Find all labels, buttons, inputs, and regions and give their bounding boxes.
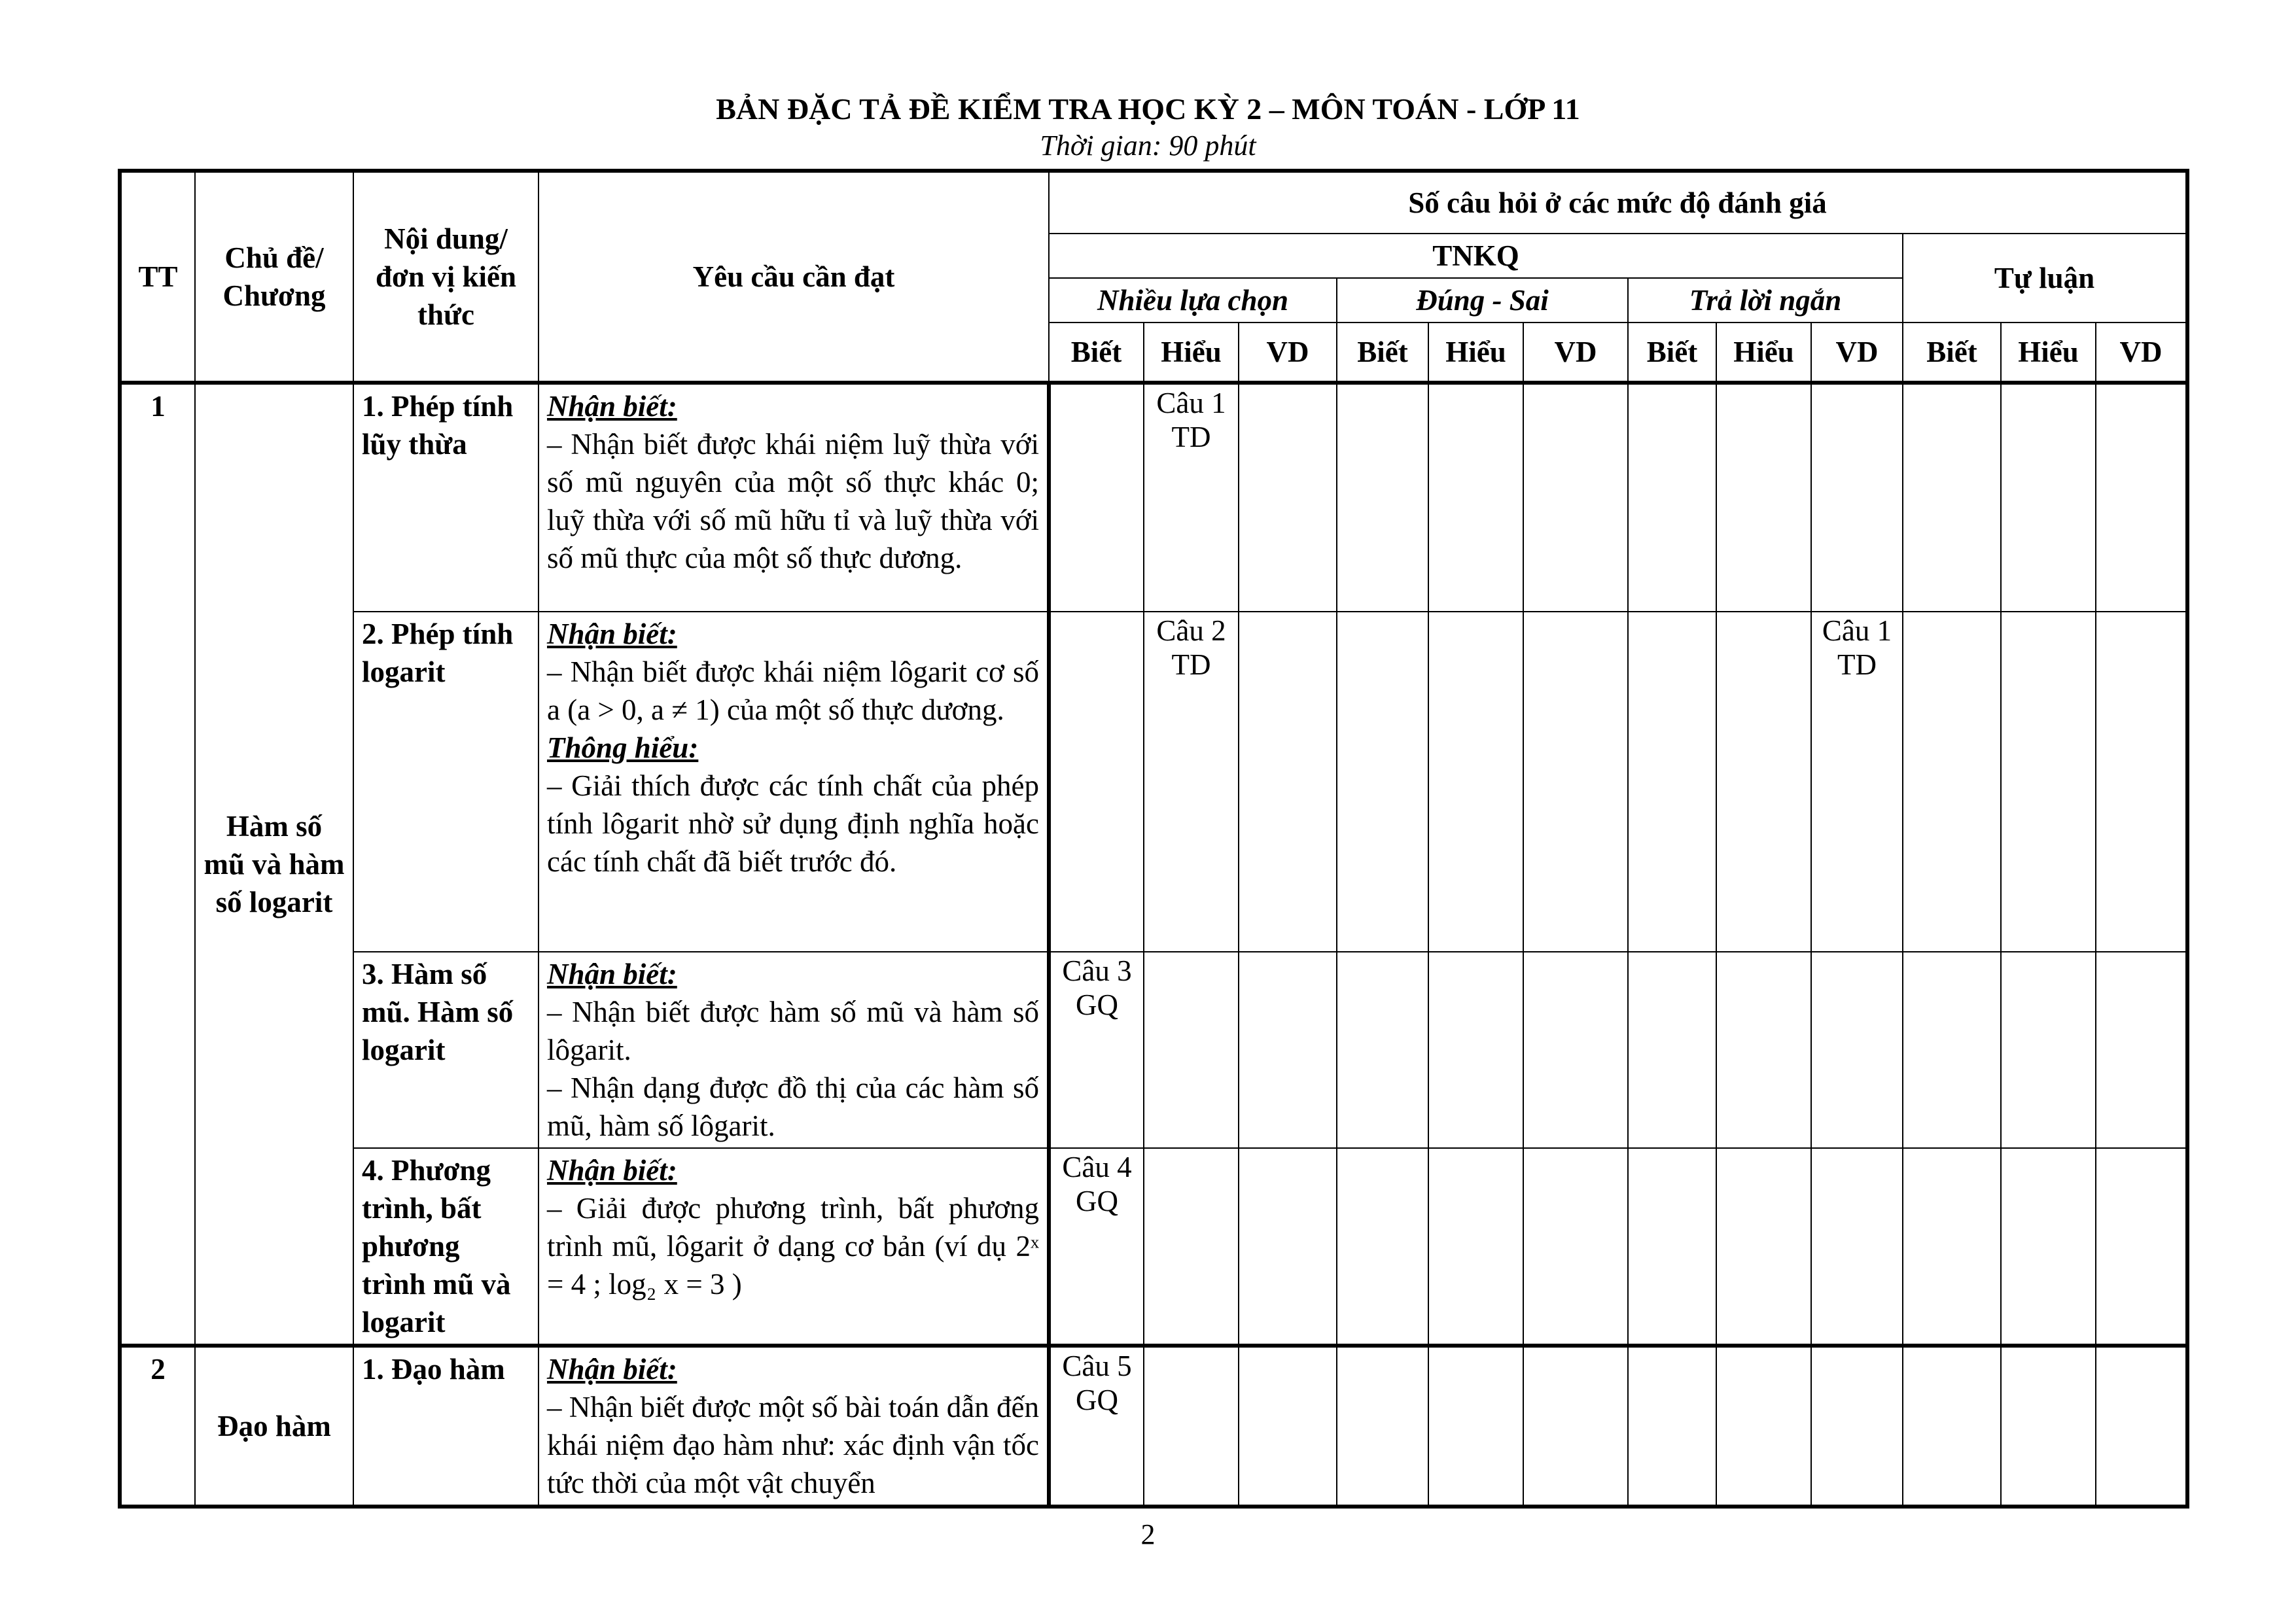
question-cell: [1628, 1346, 1716, 1507]
specification-table: [118, 169, 2189, 1509]
question-cell: [1628, 612, 1716, 952]
question-cell: [1144, 1148, 1239, 1346]
question-cell: [1428, 1346, 1523, 1507]
question-cell: [1144, 952, 1239, 1148]
level-header: Hiểu: [2001, 323, 2096, 383]
question-cell: [1628, 383, 1716, 612]
requirement-item: – Nhận biết được khái niệm lôgarit cơ số a (a > 0, a ≠ 1) của một số thực dương.: [547, 655, 1039, 726]
question-cell: [1716, 1148, 1811, 1346]
requirement-level: Nhận biết:: [547, 390, 677, 423]
question-cell: [1428, 1148, 1523, 1346]
section-number: 2: [120, 1346, 195, 1507]
table-body: [120, 383, 2187, 1507]
table-row: [120, 1148, 2187, 1346]
page-number: 2: [1140, 1518, 1156, 1550]
question-cell: Câu 1 TD: [1811, 612, 1903, 952]
table-row: [120, 383, 2187, 612]
column-header-true-false: Đúng - Sai: [1337, 278, 1628, 323]
document-subtitle: Thời gian: 90 phút: [1040, 130, 1256, 162]
level-header: VD: [1239, 323, 1337, 383]
question-cell: [1428, 612, 1523, 952]
question-cell: [1049, 612, 1144, 952]
question-cell: [2096, 1346, 2187, 1507]
content-unit: 3. Hàm số mũ. Hàm số logarit: [353, 952, 539, 1148]
question-cell: [2001, 952, 2096, 1148]
question-cell: [1628, 1148, 1716, 1346]
question-cell: [2001, 383, 2096, 612]
question-cell: [1239, 612, 1337, 952]
requirement-level: Nhận biết:: [547, 618, 677, 650]
question-cell: [1337, 383, 1428, 612]
table-row: [120, 612, 2187, 952]
question-cell: [2096, 612, 2187, 952]
chapter-name: Đạo hàm: [195, 1346, 353, 1507]
question-cell: [2001, 612, 2096, 952]
question-cell: [1811, 1346, 1903, 1507]
content-unit: 2. Phép tính logarit: [353, 612, 539, 952]
question-cell: Câu 1 TD: [1144, 383, 1239, 612]
content-unit: 4. Phương trình, bất phương trình mũ và logarit: [353, 1148, 539, 1346]
question-cell: [1716, 1346, 1811, 1507]
requirement-level: Nhận biết:: [547, 958, 677, 990]
question-cell: [2001, 1148, 2096, 1346]
requirement-item: – Nhận biết được hàm số mũ và hàm số lôgarit.: [547, 996, 1039, 1066]
requirement-cell: [539, 1346, 1049, 1507]
question-cell: [1337, 1148, 1428, 1346]
question-cell: Câu 3 GQ: [1049, 952, 1144, 1148]
question-cell: [1523, 1346, 1628, 1507]
question-cell: [1239, 1346, 1337, 1507]
requirement-item: – Nhận biết được một số bài toán dẫn đến khái niệm đạo hàm như: xác định vận tốc tức thời của một vật chuyển: [547, 1391, 1039, 1499]
column-header-requirement: Yêu cầu cần đạt: [539, 171, 1049, 383]
question-cell: [1239, 952, 1337, 1148]
question-cell: [1144, 1346, 1239, 1507]
question-cell: [1523, 1148, 1628, 1346]
question-cell: [1239, 383, 1337, 612]
level-header: Hiểu: [1428, 323, 1523, 383]
question-cell: [1903, 952, 2001, 1148]
column-header-tnkq: TNKQ: [1049, 234, 1903, 278]
question-cell: [2001, 1346, 2096, 1507]
table-header: [120, 171, 2187, 383]
question-cell: [1628, 952, 1716, 1148]
requirement-cell: [539, 383, 1049, 612]
chapter-name: Hàm số mũ và hàm số logarit: [195, 383, 353, 1346]
level-header: Biết: [1628, 323, 1716, 383]
question-cell: [2096, 383, 2187, 612]
question-cell: [2096, 1148, 2187, 1346]
question-cell: [1811, 1148, 1903, 1346]
level-header: Biết: [1903, 323, 2001, 383]
requirement-item: – Giải thích được các tính chất của phép tính lôgarit nhờ sử dụng định nghĩa hoặc các tính chất đã biết trước đó.: [547, 769, 1039, 878]
document-title: BẢN ĐẶC TẢ ĐỀ KIỂM TRA HỌC KỲ 2 – MÔN TOÁN - LỚP 11: [716, 92, 1580, 126]
level-header: Biết: [1049, 323, 1144, 383]
column-header-chapter: Chủ đề/ Chương: [195, 171, 353, 383]
requirement-level: Nhận biết:: [547, 1154, 677, 1187]
question-cell: [1337, 1346, 1428, 1507]
requirement-cell: [539, 952, 1049, 1148]
question-cell: Câu 4 GQ: [1049, 1148, 1144, 1346]
question-cell: [1903, 1346, 2001, 1507]
question-cell: [1716, 952, 1811, 1148]
table-row: [120, 952, 2187, 1148]
question-cell: Câu 5 GQ: [1049, 1346, 1144, 1507]
column-header-tt: TT: [120, 171, 195, 383]
question-cell: [1337, 612, 1428, 952]
column-header-short-answer: Trả lời ngắn: [1628, 278, 1903, 323]
question-cell: Câu 2 TD: [1144, 612, 1239, 952]
question-cell: [1903, 1148, 2001, 1346]
level-header: Hiểu: [1144, 323, 1239, 383]
requirement-item: – Giải được phương trình, bất phương trình mũ, lôgarit ở dạng cơ bản (ví dụ 2ˣ = 4 ; log₂ x = 3 ): [547, 1192, 1039, 1300]
question-cell: [1523, 612, 1628, 952]
requirement-item: – Nhận biết được khái niệm luỹ thừa với số mũ nguyên của một số thực khác 0; luỹ thừa với số mũ hữu tỉ và luỹ thừa với số mũ thực của một số thực dương.: [547, 428, 1039, 574]
level-header: Hiểu: [1716, 323, 1811, 383]
level-header: VD: [1523, 323, 1628, 383]
question-cell: [1428, 952, 1523, 1148]
content-unit: 1. Đạo hàm: [353, 1346, 539, 1507]
question-cell: [1903, 383, 2001, 612]
question-cell: [1716, 383, 1811, 612]
question-cell: [1523, 952, 1628, 1148]
question-cell: [1049, 383, 1144, 612]
requirement-item: – Nhận dạng được đồ thị của các hàm số mũ, hàm số lôgarit.: [547, 1072, 1039, 1142]
requirement-cell: [539, 612, 1049, 952]
section-number: 1: [120, 383, 195, 1346]
requirement-cell: [539, 1148, 1049, 1346]
question-cell: [1811, 952, 1903, 1148]
question-cell: [1523, 383, 1628, 612]
column-header-assessment: Số câu hỏi ở các mức độ đánh giá: [1049, 171, 2187, 234]
level-header: VD: [2096, 323, 2187, 383]
question-cell: [1811, 383, 1903, 612]
level-header: Biết: [1337, 323, 1428, 383]
content-unit: 1. Phép tính lũy thừa: [353, 383, 539, 612]
level-header: VD: [1811, 323, 1903, 383]
column-header-essay: Tự luận: [1903, 234, 2187, 323]
question-cell: [1903, 612, 2001, 952]
question-cell: [1337, 952, 1428, 1148]
column-header-multiple-choice: Nhiều lựa chọn: [1049, 278, 1337, 323]
question-cell: [2096, 952, 2187, 1148]
column-header-content: Nội dung/đơn vị kiến thức: [353, 171, 539, 383]
table-row: [120, 1346, 2187, 1507]
requirement-level: Thông hiểu:: [547, 731, 699, 764]
question-cell: [1716, 612, 1811, 952]
requirement-level: Nhận biết:: [547, 1353, 677, 1386]
question-cell: [1239, 1148, 1337, 1346]
question-cell: [1428, 383, 1523, 612]
